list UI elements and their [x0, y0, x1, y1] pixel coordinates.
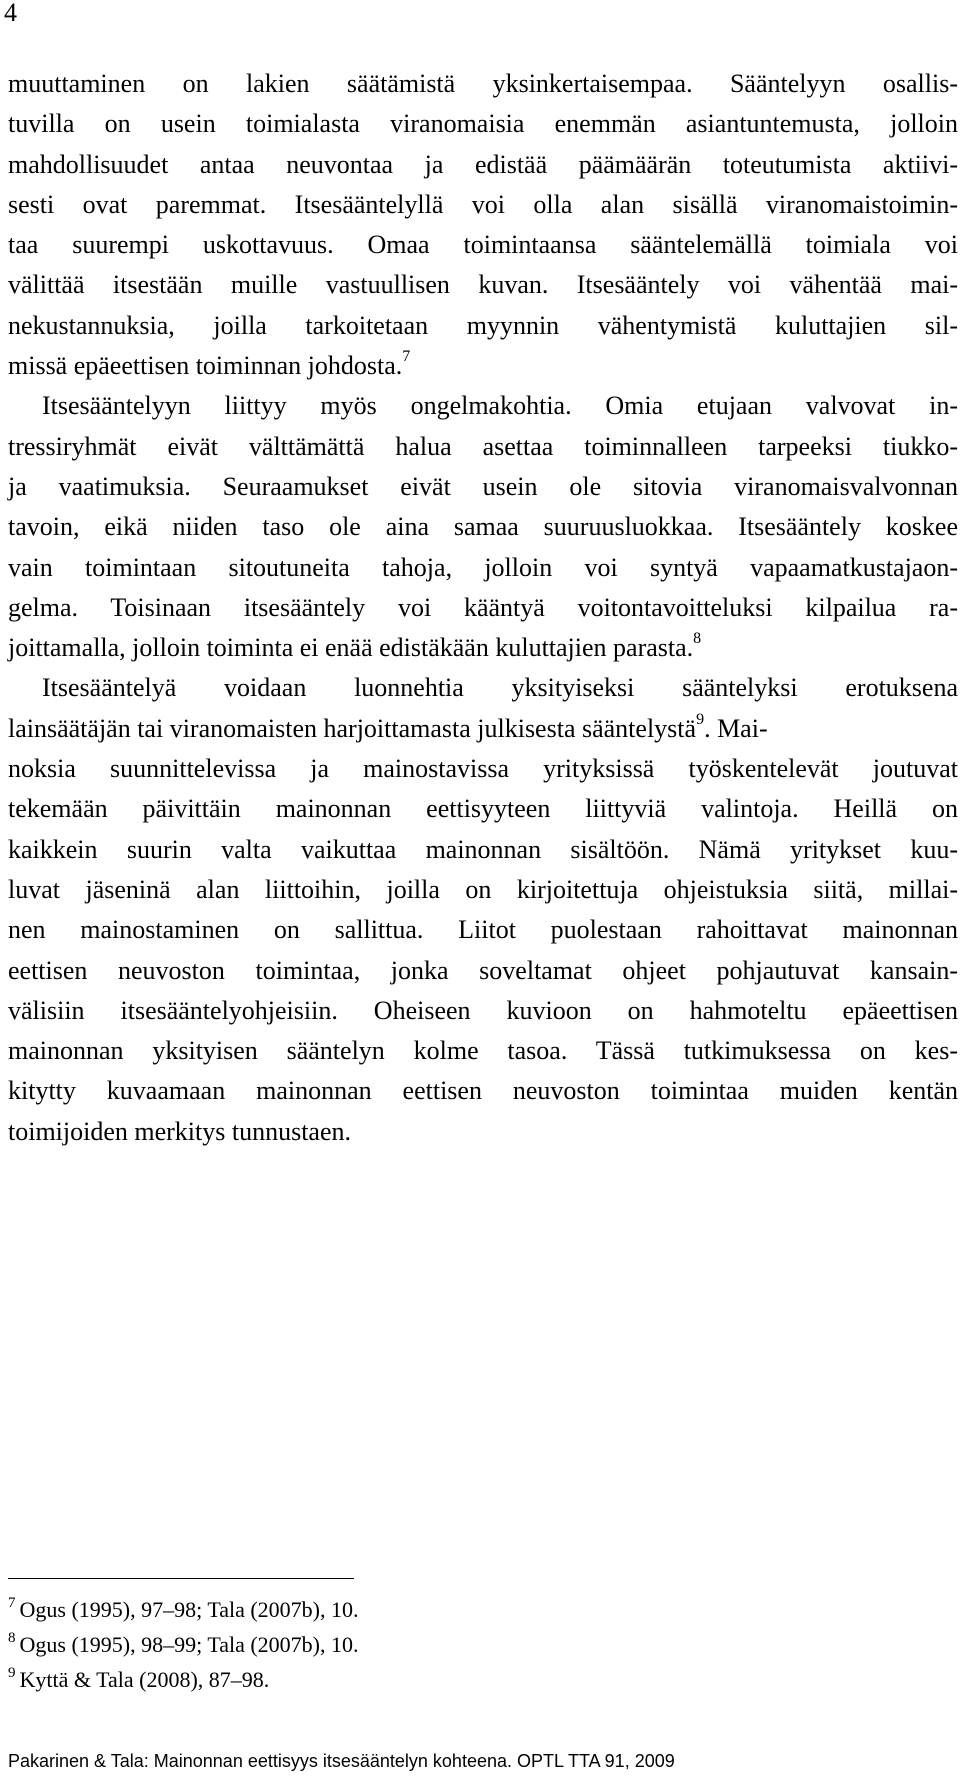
footnote-divider — [8, 1578, 354, 1579]
text-line: mainonnan yksityisen sääntelyn kolme tasoa. Tässä tutkimuksessa on kes- — [8, 1036, 958, 1066]
text-line: välittää itsestään muille vastuullisen kuvan. Itsesääntely voi vähentää mai- — [8, 270, 958, 300]
text-segment: lainsäätäjän tai viranomaisten harjoittamasta julkisesta sääntelystä — [8, 713, 697, 743]
footnote-9 — [8, 1664, 359, 1699]
text-line: noksia suunnittelevissa ja mainostavissa yrityksissä työskentelevät joutuvat — [8, 754, 958, 784]
text-segment: joittamalla, jolloin toiminta ei enää edistäkään kuluttajien parasta. — [8, 633, 694, 663]
text-line: välisiin itsesääntelyohjeisiin. Oheiseen kuvioon on hahmoteltu epäeettisen — [8, 995, 958, 1025]
text-line: nen mainostaminen on sallittua. Liitot puolestaan rahoittavat mainonnan — [8, 915, 958, 945]
text-line: vain toimintaan sitoutuneita tahoja, jolloin voi syntyä vapaamatkustajaon- — [8, 552, 958, 582]
footnote-8 — [8, 1629, 359, 1664]
text-line: nekustannuksia, joilla tarkoitetaan myynnin vähentymistä kuluttajien sil- — [8, 310, 958, 340]
body-text — [8, 64, 958, 1152]
text-segment: . Mai- — [704, 713, 768, 743]
footnote-ref-7: 7 — [402, 348, 411, 366]
text-line: taa suurempi uskottavuus. Omaa toimintaansa sääntelemällä toimiala voi — [8, 230, 958, 260]
text-line: eettisen neuvoston toimintaa, jonka soveltamat ohjeet pohjautuvat kansain- — [8, 955, 958, 985]
page-footer: Pakarinen & Tala: Mainonnan eettisyys itsesääntelyn kohteena. OPTL TTA 91, 2009 — [8, 1751, 675, 1771]
text-line — [8, 628, 958, 668]
text-line: kaikkein suurin valta vaikuttaa mainonnan sisältöön. Nämä yritykset kuu- — [8, 834, 958, 864]
text-line — [8, 346, 958, 386]
footnote-number: 7 — [8, 1595, 16, 1611]
text-line: tressiryhmät eivät välttämättä halua asettaa toiminnalleen tarpeeksi tiukko- — [8, 431, 958, 461]
footnote-text: Kyttä & Tala (2008), 87–98. — [19, 1667, 270, 1692]
footnote-ref-9: 9 — [696, 710, 705, 728]
text-line — [8, 709, 958, 749]
footnote-number: 8 — [8, 1630, 16, 1646]
footnote-7 — [8, 1594, 359, 1629]
text-line: muuttaminen on lakien säätämistä yksinkertaisempaa. Sääntelyyn osallis- — [8, 69, 958, 98]
page-number: 4 — [4, 0, 17, 27]
footnotes — [8, 1594, 359, 1699]
text-line: mahdollisuudet antaa neuvontaa ja edistää päämäärän toteutumista aktiivi- — [8, 149, 958, 179]
footnote-text: Ogus (1995), 97–98; Tala (2007b), 10. — [19, 1597, 359, 1622]
paragraph-start-line: Itsesääntelyyn liittyy myös ongelmakohtia. Omia etujaan valvovat in- — [42, 391, 958, 421]
text-line: kitytty kuvaamaan mainonnan eettisen neuvoston toimintaa muiden kentän — [8, 1076, 958, 1106]
footnote-text: Ogus (1995), 98–99; Tala (2007b), 10. — [19, 1632, 359, 1657]
text-line: tuvilla on usein toimialasta viranomaisia enemmän asiantuntemusta, jolloin — [8, 109, 958, 139]
text-line: tavoin, eikä niiden taso ole aina samaa suuruusluokkaa. Itsesääntely koskee — [8, 512, 958, 542]
footnote-ref-8: 8 — [693, 630, 702, 648]
text-line: gelma. Toisinaan itsesääntely voi kääntyä voitontavoitteluksi kilpailua ra- — [8, 592, 958, 622]
text-line: toimijoiden merkitys tunnustaen. — [8, 1116, 352, 1146]
text-line: ja vaatimuksia. Seuraamukset eivät usein ole sitovia viranomaisvalvonnan — [8, 471, 958, 501]
text-line: tekemään päivittäin mainonnan eettisyyteen liittyviä valintoja. Heillä on — [8, 794, 958, 824]
footnote-number: 9 — [8, 1665, 16, 1681]
text-line: sesti ovat paremmat. Itsesääntelyllä voi olla alan sisällä viranomaistoimin- — [8, 189, 958, 219]
text-segment: missä epäeettisen toiminnan johdosta. — [8, 351, 403, 381]
text-line: luvat jäseninä alan liittoihin, joilla on kirjoitettuja ohjeistuksia siitä, millai- — [8, 874, 958, 904]
paragraph-start-line: Itsesääntelyä voidaan luonnehtia yksityiseksi sääntelyksi erotuksena — [42, 673, 958, 703]
